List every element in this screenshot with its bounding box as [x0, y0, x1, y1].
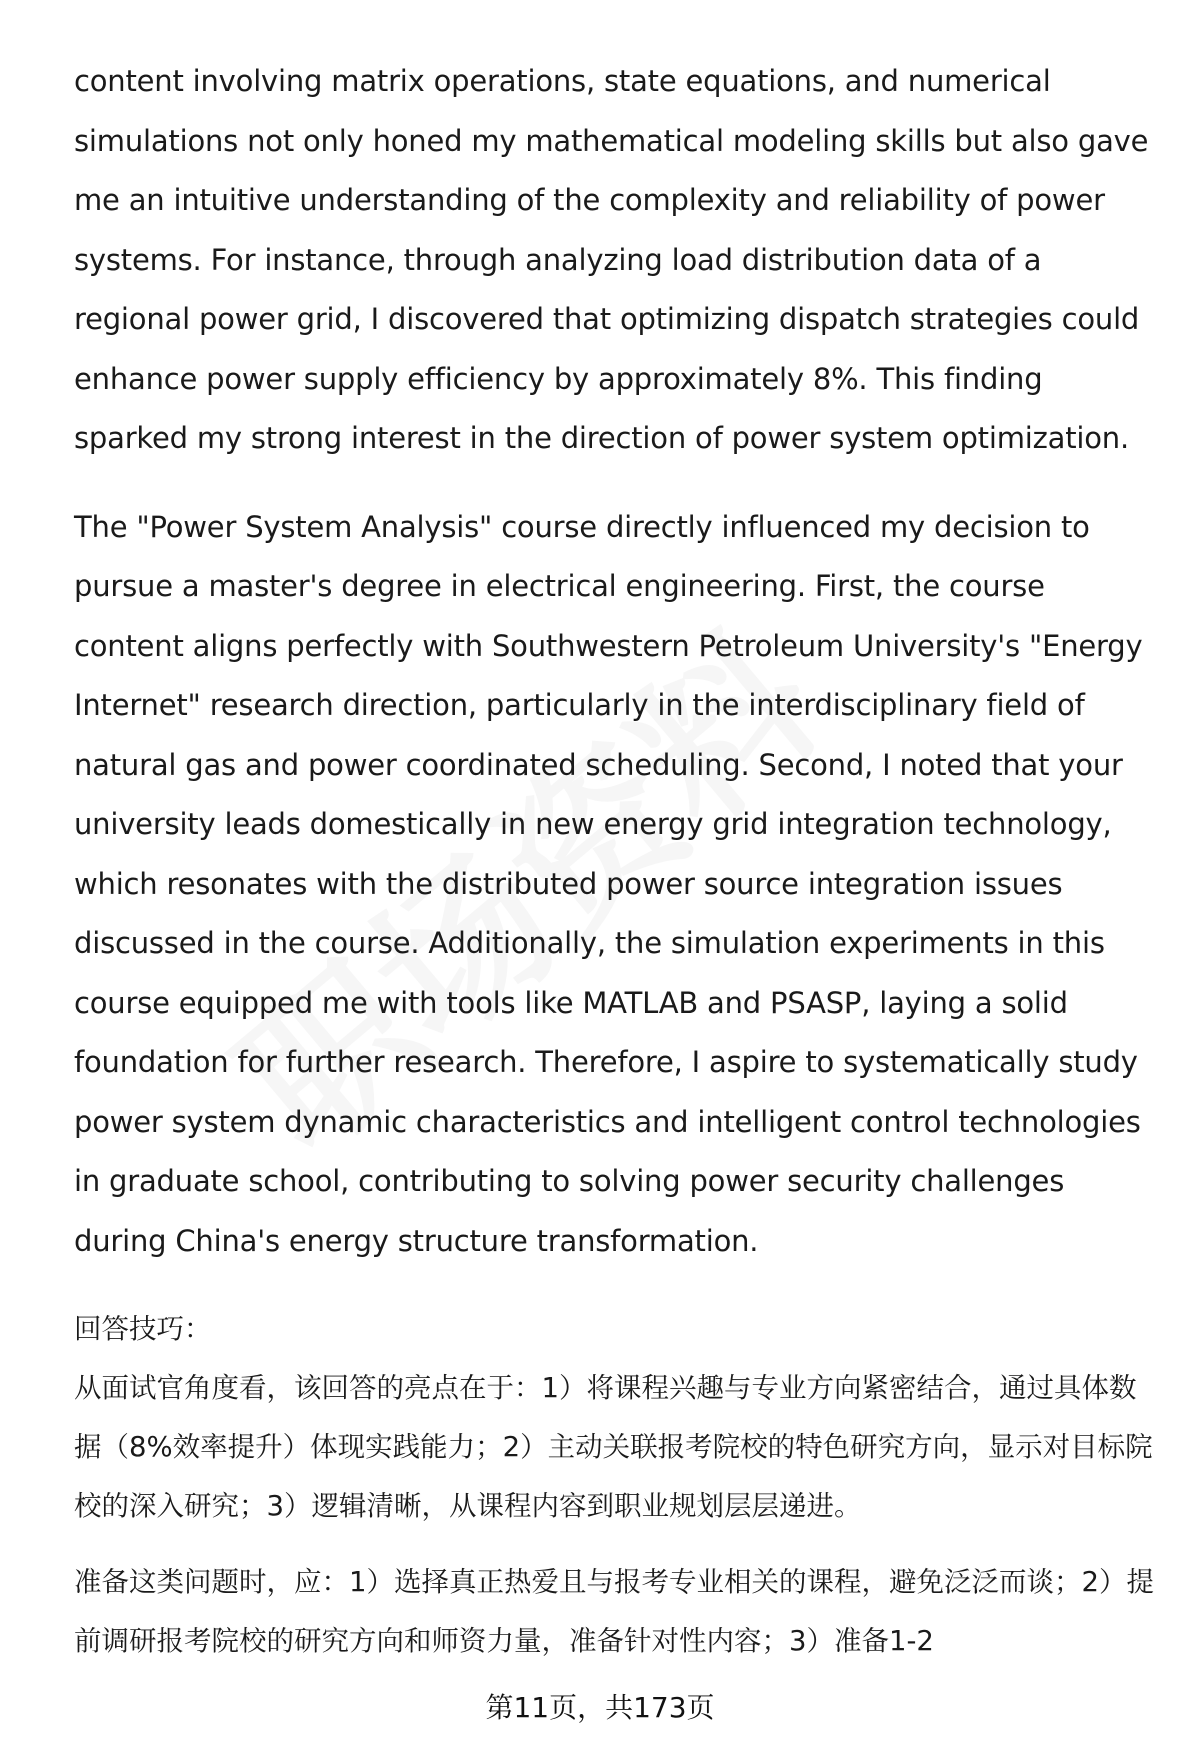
body-paragraph-1: content involving matrix operations, state equations, and numerical simulations not only honed my mathematical modeling skills but also gave me an intuitive understanding of the complexity and reliability of power systems. For instance, through analyzing load distribution data of a regional power grid, I discovered that optimizing dispatch strategies could enhance power supply efficiency by approximately 8%. This finding sparked my strong interest in the direction of power system optimization.: [74, 64, 1149, 455]
tips-heading: 回答技巧：: [74, 1313, 212, 1345]
page-number: 第11页，共173页: [485, 1691, 715, 1724]
tips-paragraph-1: 从面试官角度看，该回答的亮点在于：1）将课程兴趣与专业方向紧密结合，通过具体数据（8%效率提升）体现实践能力；2）主动关联报考院校的特色研究方向，显示对目标院校的深入研究；3）逻辑清晰，从课程内容到职业规划层层递进。: [74, 1372, 1153, 1522]
document-page: [74, 52, 1160, 1688]
tips-paragraph-2: 准备这类问题时，应：1）选择真正热爱且与报考专业相关的课程，避免泛泛而谈；2）提前调研报考院校的研究方向和师资力量，准备针对性内容；3）准备1-2: [74, 1566, 1154, 1657]
body-paragraph-2: The "Power System Analysis" course directly influenced my decision to pursue a master's degree in electrical engineering. First, the course content aligns perfectly with Southwestern Petroleum University's "Energy Internet" research direction, particularly in the interdisciplinary field of natural gas and power coordinated scheduling. Second, I noted that your university leads domestically in new energy grid integration technology, which resonates with the distributed power source integration issues discussed in the course. Additionally, the simulation experiments in this course equipped me with tools like MATLAB and PSASP, laying a solid foundation for further research. Therefore, I aspire to systematically study power system dynamic characteristics and intelligent control technologies in graduate school, contributing to solving power security challenges during China's energy structure transformation.: [74, 509, 1143, 1258]
